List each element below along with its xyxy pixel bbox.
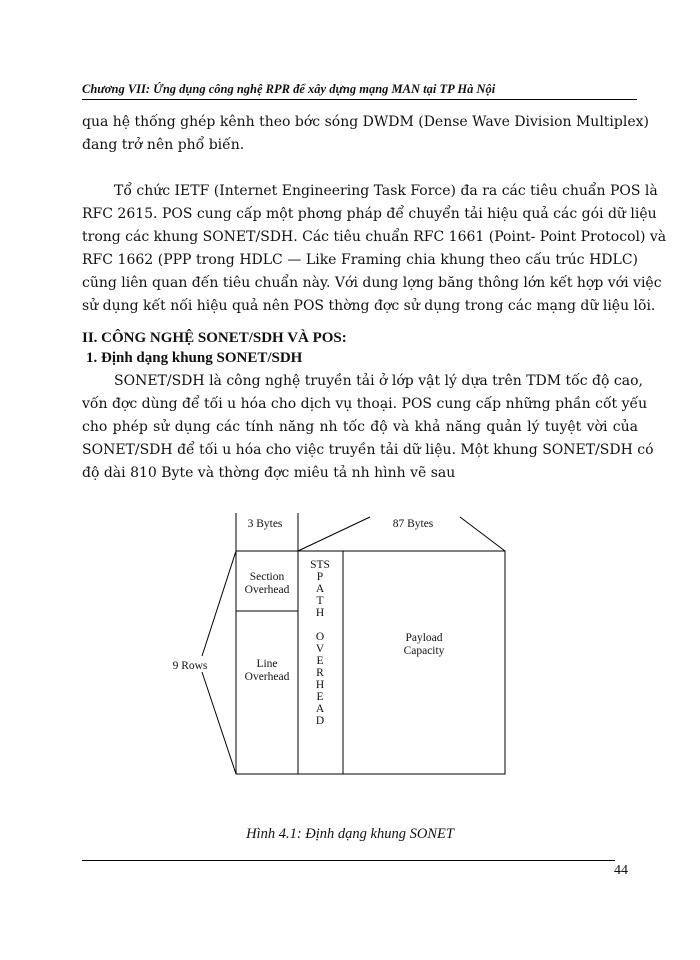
subsection-heading: 1. Định dạng khung SONET/SDH <box>86 350 303 366</box>
section-overhead-label: Section <box>249 571 285 583</box>
sonet-frame-diagram <box>160 505 540 790</box>
bytes-left-label: 3 Bytes <box>247 518 283 530</box>
path-overhead-letter: E <box>316 655 324 667</box>
bytes-bracket-left <box>298 517 370 551</box>
paragraph-line: cho phép sử dụng các tính năng nh tốc độ và khả năng quản lý tuyệt vời của <box>82 419 638 435</box>
line-overhead-label: Overhead <box>244 671 290 683</box>
paragraph-sonet-sdh <box>82 370 654 485</box>
line-overhead-label: Line <box>256 658 278 670</box>
figure-caption: Hình 4.1: Định dạng khung SONET <box>246 826 454 842</box>
bytes-bracket-right <box>460 517 505 551</box>
path-overhead-label <box>316 571 325 727</box>
path-overhead-letter: D <box>315 715 325 727</box>
paragraph-line: RFC 2615. POS cung cấp một phơng pháp để chuyển tải hiệu quả các gói dữ liệu <box>82 206 657 222</box>
path-overhead-letter: E <box>316 691 324 703</box>
paragraph-line: qua hệ thống ghép kênh theo bớc sóng DWDM (Dense Wave Division Multiplex) <box>82 114 649 130</box>
paragraph-dwdm <box>82 111 649 157</box>
path-overhead-letter: H <box>315 679 325 691</box>
section-heading: II. CÔNG NGHỆ SONET/SDH VÀ POS: <box>82 330 347 346</box>
paragraph-line: Tổ chức IETF (Internet Engineering Task Force) đa ra các tiêu chuẩn POS là <box>114 183 658 199</box>
paragraph-line: cũng liên quan đến tiêu chuẩn này. Với dung lợng băng thông lớn kết hợp với việc <box>82 275 662 291</box>
paragraph-line: SONET/SDH là công nghệ truyền tải ở lớp vật lý dựa trên TDM tốc độ cao, <box>114 373 643 389</box>
running-header: Chương VII: Ứng dụng công nghệ RPR để xây dựng mạng MAN tại TP Hà Nội <box>82 82 496 96</box>
rows-bracket-bottom <box>202 672 236 774</box>
rows-bracket-top <box>202 551 236 656</box>
paragraph-line: độ dài 810 Byte và thờng đợc miêu tả nh hình vẽ sau <box>82 465 456 481</box>
path-overhead-letter: R <box>316 667 324 679</box>
paragraph-line: đang trở nên phổ biến. <box>82 137 245 153</box>
path-overhead-letter: T <box>316 595 324 607</box>
paragraph-line: SONET/SDH để tối u hóa cho việc truyền tải dữ liệu. Một khung SONET/SDH có <box>82 442 654 458</box>
rows-label: 9 Rows <box>172 660 208 672</box>
path-overhead-letter: H <box>315 607 325 619</box>
path-overhead-letter: A <box>315 703 325 715</box>
sts-label: STS <box>310 559 330 571</box>
paragraph-line: sử dụng kết nối hiệu quả nên POS thờng đợc sử dụng trong các mạng dữ liệu lõi. <box>82 298 656 314</box>
paragraph-line: vốn đợc dùng để tối u hóa cho dịch vụ thoại. POS cung cấp những phần cốt yếu <box>82 396 648 412</box>
page-number: 44 <box>614 863 628 878</box>
bytes-right-label: 87 Bytes <box>392 518 434 530</box>
path-overhead-letter: P <box>316 571 324 583</box>
path-overhead-letter: O <box>315 631 325 643</box>
footer-rule <box>82 860 615 861</box>
payload-label: Capacity <box>403 645 445 657</box>
paragraph-ietf-pos <box>82 180 667 318</box>
path-overhead-letter: A <box>315 583 325 595</box>
paragraph-line: RFC 1662 (PPP trong HDLC — Like Framing chia khung theo cấu trúc HDLC) <box>82 252 638 268</box>
header-rule <box>82 99 637 100</box>
payload-label: Payload <box>405 632 443 644</box>
section-overhead-label: Overhead <box>244 584 290 596</box>
path-overhead-letter: V <box>315 643 325 655</box>
paragraph-line: trong các khung SONET/SDH. Các tiêu chuẩn RFC 1661 (Point- Point Protocol) và <box>82 229 667 245</box>
